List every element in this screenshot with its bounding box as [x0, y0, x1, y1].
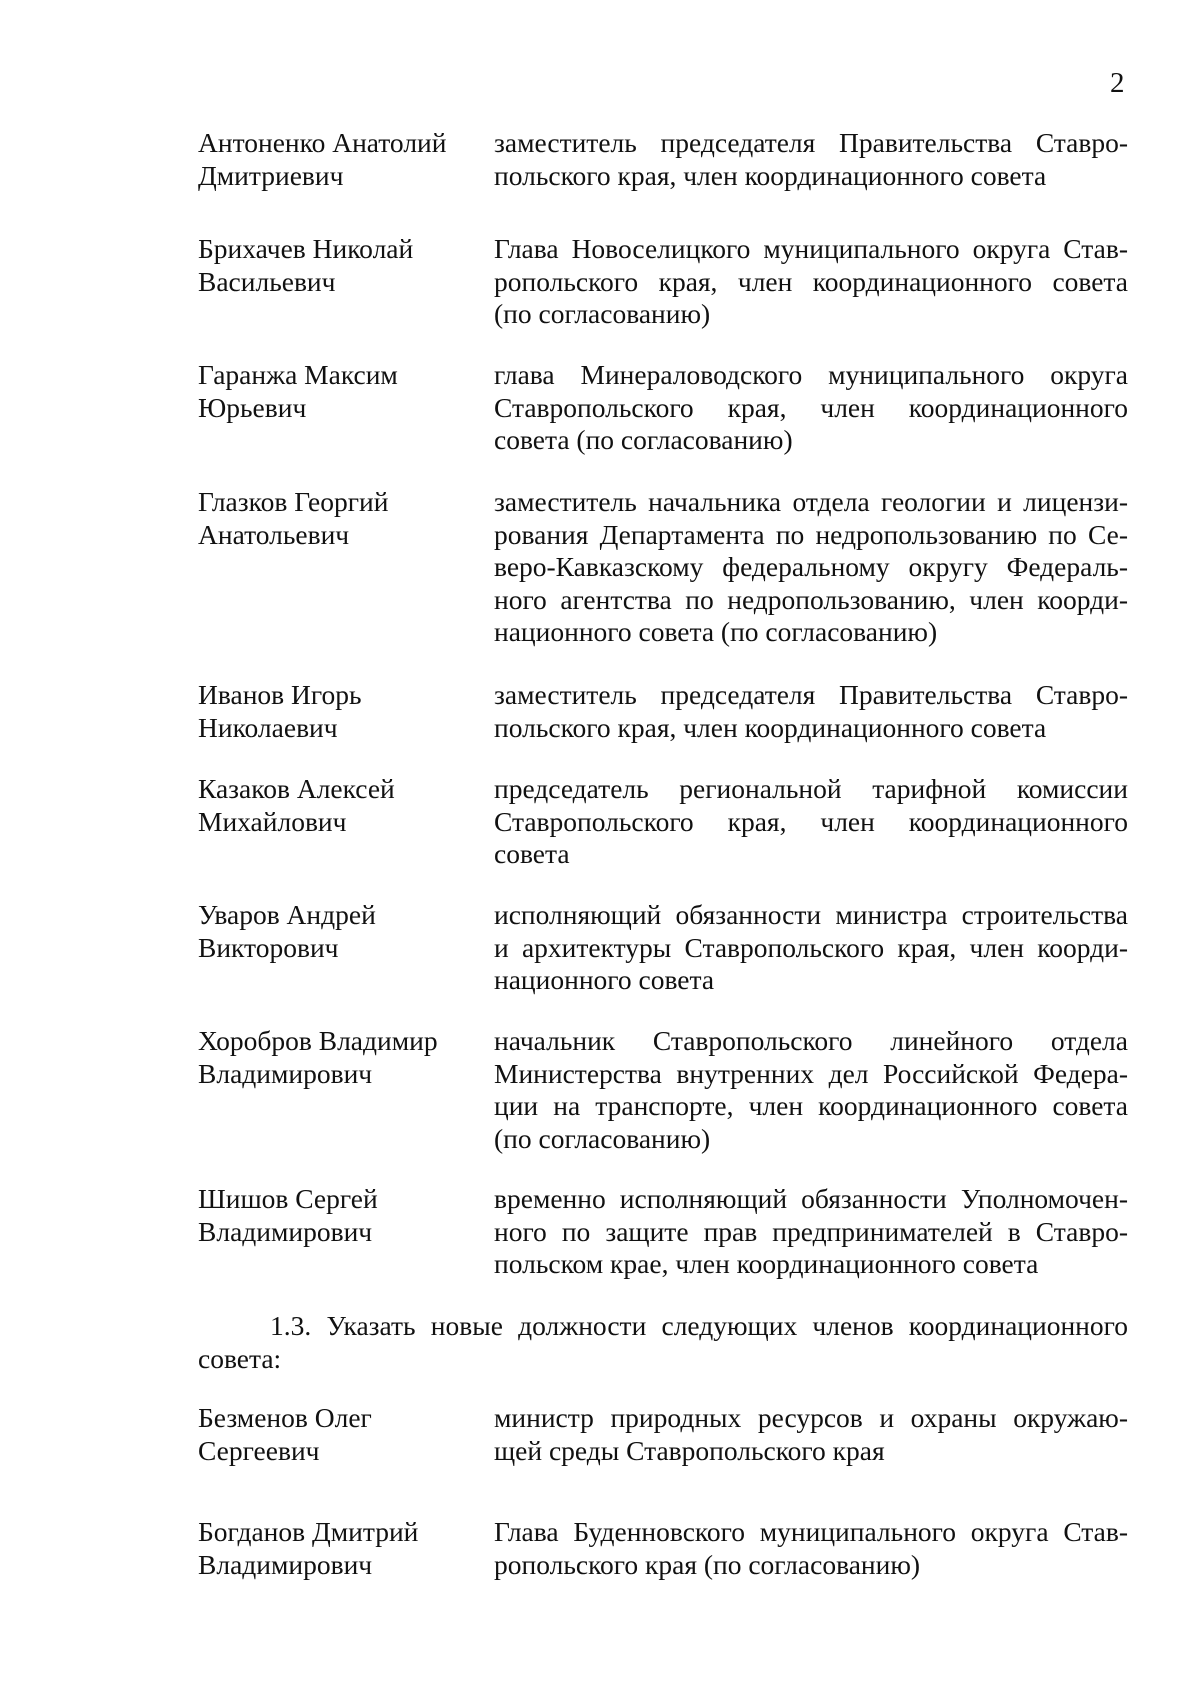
role-line: веро-Кавказскому федеральному округу Федераль- [494, 551, 1128, 582]
member-name [198, 679, 468, 744]
name-line: Сергеевич [198, 1434, 320, 1466]
paragraph-line: совета: [198, 1342, 282, 1374]
page-number: 2 [1110, 67, 1125, 99]
role-line: ропольского края (по согласованию) [494, 1548, 921, 1580]
name-line: Владимирович [198, 1548, 373, 1580]
name-line: Владимирович [198, 1057, 373, 1089]
role-line: Глава Буденновского муниципального округа Став- [494, 1516, 1128, 1547]
role-line: (по согласованию) [494, 1122, 711, 1154]
member-role [494, 486, 1128, 649]
name-line: Владимирович [198, 1215, 373, 1247]
member-name [198, 1402, 468, 1467]
name-line: Михайлович [198, 805, 347, 837]
member-role [494, 359, 1128, 457]
member-role [494, 127, 1128, 192]
paragraph-line: 1.3. Указать новые должности следующих членов координационного [270, 1310, 1128, 1341]
name-line: Хоробров Владимир [198, 1025, 438, 1056]
role-line: совета (по согласованию) [494, 424, 793, 455]
role-line: ции на транспорте, член координационного совета [494, 1090, 1128, 1121]
role-line: Ставропольского края, член координационного [494, 391, 1128, 423]
role-line: министр природных ресурсов и охраны окружаю- [494, 1402, 1128, 1433]
role-line: польского края, член координационного совета [494, 711, 1047, 743]
name-line: Уваров Андрей [198, 899, 376, 930]
role-line: председатель региональной тарифной комиссии [494, 773, 1128, 804]
role-line: (по согласованию) [494, 298, 711, 329]
role-line: временно исполняющий обязанности Уполномочен- [494, 1183, 1128, 1214]
role-line: начальник Ставропольского линейного отдела [494, 1025, 1128, 1056]
role-line: глава Минераловодского муниципального округа [494, 359, 1128, 390]
name-line: Гаранжа Максим [198, 359, 398, 390]
member-name [198, 127, 468, 192]
role-line: заместитель начальника отдела геологии и лицензи- [494, 486, 1128, 517]
member-role [494, 1402, 1128, 1467]
role-line: ного агентства по недропользованию, член коорди- [494, 583, 1128, 615]
paragraph-1-3 [198, 1310, 1128, 1375]
name-line: Брихачев Николай [198, 233, 414, 264]
member-role [494, 773, 1128, 871]
role-line: и архитектуры Ставропольского края, член коорди- [494, 931, 1128, 963]
name-line: Казаков Алексей [198, 773, 395, 804]
name-line: Юрьевич [198, 391, 307, 423]
name-line: Викторович [198, 931, 339, 963]
member-role [494, 1183, 1128, 1281]
name-line: Безменов Олег [198, 1402, 372, 1433]
name-line: Анатольевич [198, 518, 350, 550]
member-name [198, 899, 468, 964]
role-line: заместитель председателя Правительства Ставро- [494, 127, 1128, 158]
role-line: польском крае, член координационного совета [494, 1248, 1039, 1279]
name-line: Николаевич [198, 711, 338, 743]
member-role [494, 1516, 1128, 1581]
member-role [494, 233, 1128, 331]
member-role [494, 1025, 1128, 1155]
name-line: Глазков Георгий [198, 486, 389, 517]
member-name [198, 359, 468, 424]
name-line: Васильевич [198, 265, 336, 297]
name-line: Антоненко Анатолий [198, 127, 447, 158]
role-line: рования Департамента по недропользованию по Се- [494, 518, 1128, 550]
role-line: Ставропольского края, член координационного [494, 805, 1128, 837]
name-line: Шишов Сергей [198, 1183, 378, 1214]
role-line: совета [494, 838, 570, 869]
member-role [494, 679, 1128, 744]
name-line: Богданов Дмитрий [198, 1516, 419, 1547]
role-line: ропольского края, член координационного совета [494, 265, 1128, 297]
role-line: национного совета (по согласованию) [494, 616, 938, 647]
member-name [198, 233, 468, 298]
member-name [198, 773, 468, 838]
name-line: Дмитриевич [198, 159, 344, 191]
role-line: национного совета [494, 964, 715, 995]
role-line: Министерства внутренних дел Российской Федера- [494, 1057, 1128, 1089]
member-name [198, 486, 468, 551]
role-line: Глава Новоселицкого муниципального округа Став- [494, 233, 1128, 264]
role-line: ного по защите прав предпринимателей в Ставро- [494, 1215, 1128, 1247]
name-line: Иванов Игорь [198, 679, 362, 710]
role-line: заместитель председателя Правительства Ставро- [494, 679, 1128, 710]
member-name [198, 1183, 468, 1248]
member-name [198, 1516, 468, 1581]
member-role [494, 899, 1128, 997]
role-line: исполняющий обязанности министра строительства [494, 899, 1128, 930]
role-line: щей среды Ставропольского края [494, 1434, 885, 1466]
member-name [198, 1025, 468, 1090]
role-line: польского края, член координационного совета [494, 159, 1047, 191]
